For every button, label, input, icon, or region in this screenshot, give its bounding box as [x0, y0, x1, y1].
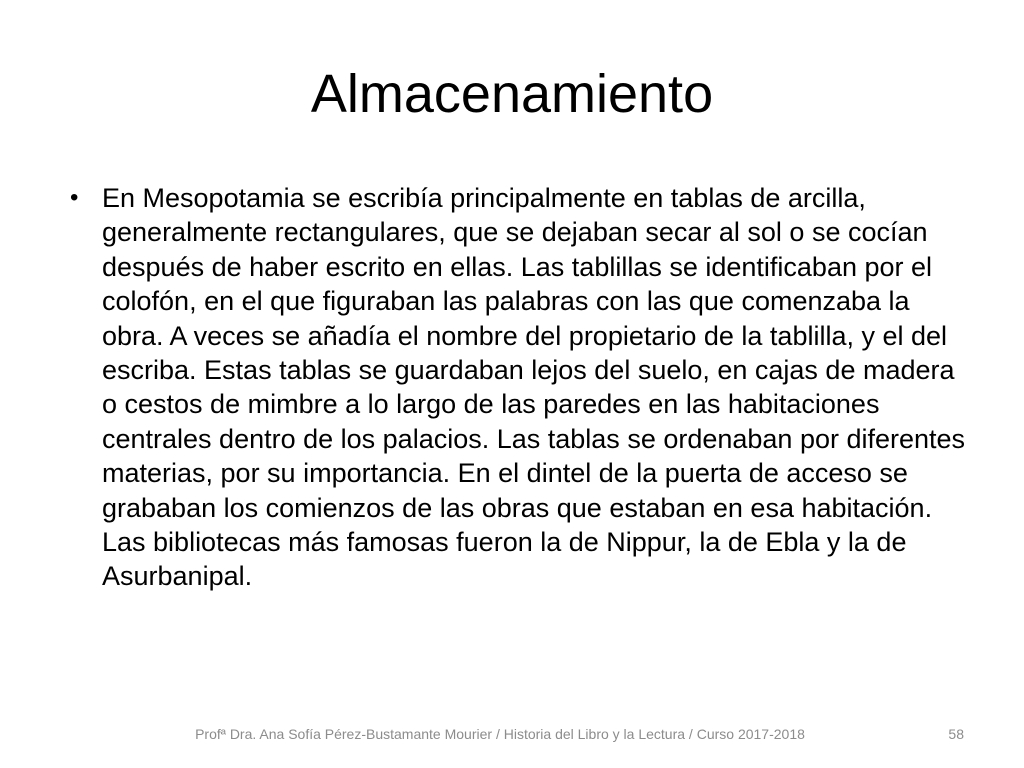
- bullet-item: [70, 181, 966, 594]
- slide-footer: Profª Dra. Ana Sofía Pérez-Bustamante Mourier / Historia del Libro y la Lectura / Curso 2017-2018: [195, 726, 805, 742]
- page-number: 58: [948, 726, 964, 742]
- bullet-list: [70, 181, 966, 594]
- bullet-text: En Mesopotamia se escribía principalmente en tablas de arcilla, generalmente rectangulares, que se dejaban secar al sol o se cocían después de haber escrito en ellas. Las tablillas se identificaban por el colofón, en el que figuraban las palabras con las que comenzaba la obra. A veces se añadía el nombre del propietario de la tablilla, y el del escriba. Estas tablas se guardaban lejos del suelo, en cajas de madera o cestos de mimbre a lo largo de las paredes en las habitaciones centrales dentro de los palacios. Las tablas se ordenaban por diferentes materias, por su importancia. En el dintel de la puerta de acceso se grababan los comienzos de las obras que estaban en esa habitación. Las bibliotecas más famosas fueron la de Nippur, la de Ebla y la de Asurbanipal.: [102, 183, 966, 592]
- bullet-dot-icon: •: [70, 184, 79, 211]
- slide-title: Almacenamiento: [310, 64, 714, 124]
